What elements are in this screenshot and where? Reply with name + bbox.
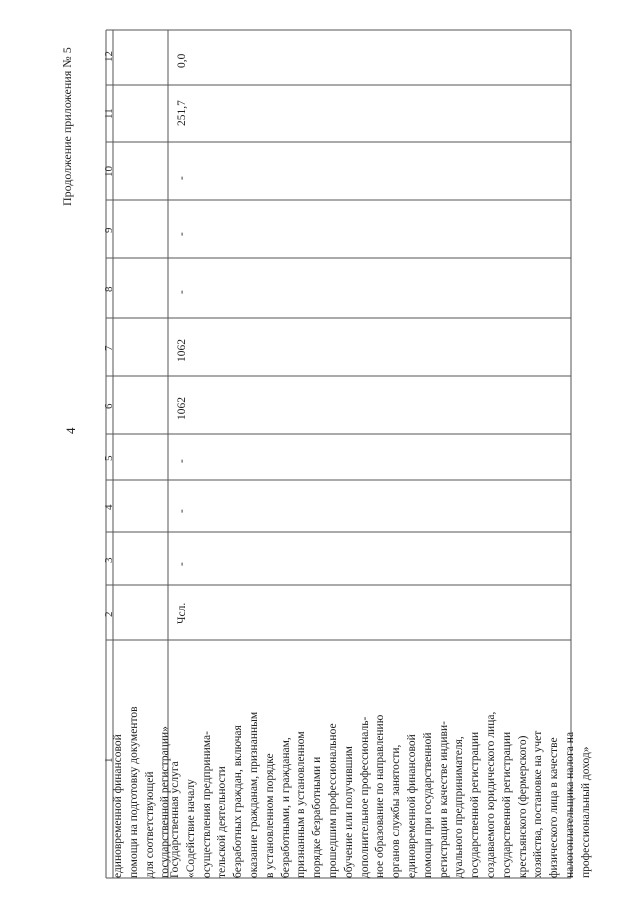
description-line: «Содействие началу [184, 779, 197, 878]
description-line: признанным в установленном [295, 731, 308, 878]
cell-col12: 0,0 [176, 53, 188, 68]
description-line: хозяйства, постановке на учет [532, 730, 545, 878]
description-line: дополнительное профессиональ- [358, 716, 371, 878]
column-header-8: 8 [103, 286, 115, 292]
cell-col11: 251,7 [176, 100, 188, 126]
column-header-7: 7 [103, 345, 115, 351]
description-line: органов службы занятости, [390, 744, 403, 878]
column-header-12: 12 [103, 51, 115, 62]
description-line: физического лица в качестве [548, 737, 561, 878]
description-line: помощи при государственной [421, 732, 434, 878]
description-line: Государственная услуга [169, 761, 181, 878]
description-line: профессиональный доход» [579, 746, 592, 878]
cell-col3: - [176, 562, 188, 566]
column-header-2: 2 [103, 611, 115, 617]
description-line: оказание гражданам, признанным [247, 711, 260, 878]
column-header-1: 1 [103, 757, 115, 763]
description-line: ное образование по направлению [374, 714, 387, 878]
description-line: дуального предпринимателя, [453, 736, 466, 878]
cell-col8: - [176, 290, 188, 294]
description-line: помощи на подготовку документов [127, 706, 140, 878]
column-header-11: 11 [103, 108, 115, 119]
description-line: государственной регистрации» [159, 726, 172, 878]
column-header-10: 10 [103, 166, 115, 177]
description-line: безработными, и гражданам, [279, 737, 292, 878]
description-line: для соответствующей [143, 771, 156, 878]
description-line: крестьянского (фермерского) [516, 735, 529, 878]
description-line: государственной регистрации [469, 731, 482, 878]
description-line: обучение или получившим [342, 746, 355, 878]
description-line: единовременной финансовой [405, 734, 418, 878]
description-line: создаваемого юридического лица, [484, 711, 497, 878]
second-row-description [168, 398, 595, 878]
column-header-9: 9 [103, 227, 115, 233]
column-header-4: 4 [103, 504, 115, 510]
description-line: государственной регистрации [500, 731, 513, 878]
column-header-6: 6 [103, 403, 115, 409]
column-header-3: 3 [103, 557, 115, 563]
first-row-description [111, 398, 174, 878]
cell-col7: 1062 [176, 339, 188, 362]
cell-unit: Чсл. [176, 602, 188, 624]
description-line: налогоплательщика налога на [563, 731, 576, 878]
cell-col4: - [176, 509, 188, 513]
appendix-caption: Продолжение приложения № 5 [60, 47, 74, 206]
description-line: регистрации в качестве индиви- [437, 721, 450, 878]
cell-col9: - [176, 232, 188, 236]
description-line: безработных граждан, включая [232, 725, 245, 878]
cell-col5: - [176, 459, 188, 463]
cell-col10: - [176, 176, 188, 180]
description-line: тельской деятельности [216, 766, 229, 878]
description-line: осуществления предпринима- [200, 731, 213, 878]
column-header-5: 5 [103, 455, 115, 461]
description-line: прошедшим профессиональное [326, 723, 339, 878]
description-line: в установленном порядке [263, 753, 276, 878]
page-number: 4 [63, 427, 78, 434]
description-line: единовременной финансовой [112, 734, 124, 878]
description-line: порядке безработными и [311, 756, 324, 878]
cell-col6: 1062 [176, 397, 188, 420]
